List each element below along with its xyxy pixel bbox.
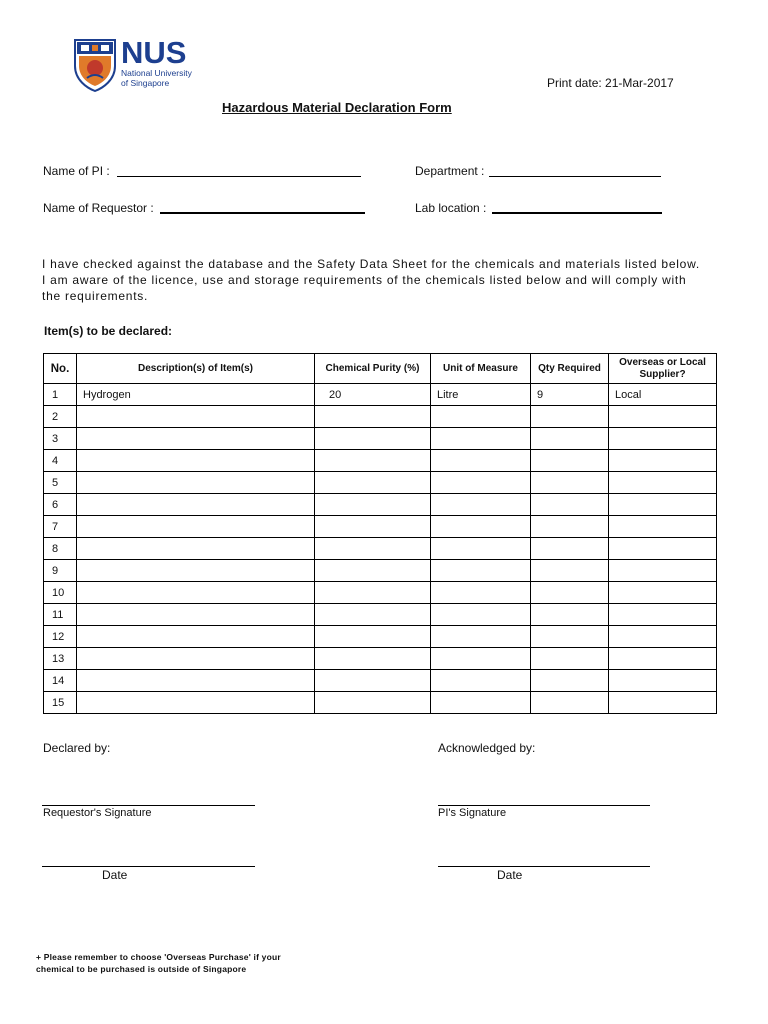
table-row <box>44 538 717 560</box>
cell-description[interactable] <box>77 692 315 714</box>
cell-qty-required[interactable] <box>531 648 609 670</box>
table-row <box>44 670 717 692</box>
cell-unit-of-measure[interactable] <box>431 582 531 604</box>
cell-description[interactable] <box>77 428 315 450</box>
cell-no: 6 <box>44 494 77 516</box>
cell-description[interactable] <box>77 560 315 582</box>
cell-description[interactable]: Hydrogen <box>77 384 315 406</box>
pi-signature-label: PI's Signature <box>438 807 507 819</box>
cell-unit-of-measure[interactable] <box>431 626 531 648</box>
cell-chemical-purity[interactable] <box>315 692 431 714</box>
cell-unit-of-measure[interactable] <box>431 428 531 450</box>
cell-no: 15 <box>44 692 77 714</box>
name-of-requestor-field[interactable] <box>160 212 365 214</box>
pi-signature-line[interactable] <box>438 805 650 806</box>
cell-chemical-purity[interactable] <box>315 406 431 428</box>
header-qty-required: Qty Required <box>531 354 609 384</box>
cell-no: 4 <box>44 450 77 472</box>
cell-qty-required[interactable] <box>531 604 609 626</box>
table-row <box>44 626 717 648</box>
cell-no: 10 <box>44 582 77 604</box>
cell-no: 8 <box>44 538 77 560</box>
requestor-signature-line[interactable] <box>42 805 255 806</box>
footnote-line2: chemical to be purchased is outside of Singapore <box>36 963 247 974</box>
cell-supplier[interactable] <box>609 648 717 670</box>
cell-unit-of-measure[interactable] <box>431 494 531 516</box>
cell-supplier[interactable] <box>609 494 717 516</box>
cell-unit-of-measure[interactable] <box>431 516 531 538</box>
nus-crest-icon <box>73 38 117 92</box>
cell-chemical-purity[interactable] <box>315 472 431 494</box>
lab-location-label: Lab location : <box>415 201 487 215</box>
cell-supplier[interactable] <box>609 516 717 538</box>
cell-unit-of-measure[interactable] <box>431 472 531 494</box>
cell-unit-of-measure[interactable] <box>431 692 531 714</box>
name-of-pi-field[interactable] <box>117 176 361 177</box>
cell-chemical-purity[interactable]: 20 <box>315 384 431 406</box>
table-header-row <box>44 354 717 384</box>
form-title: Hazardous Material Declaration Form <box>222 100 452 115</box>
header-chemical-purity: Chemical Purity (%) <box>315 354 431 384</box>
cell-chemical-purity[interactable] <box>315 648 431 670</box>
table-row <box>44 692 717 714</box>
requestor-signature-label: Requestor's Signature <box>43 807 152 819</box>
items-table <box>43 353 717 714</box>
cell-chemical-purity[interactable] <box>315 428 431 450</box>
cell-supplier[interactable] <box>609 450 717 472</box>
cell-supplier[interactable] <box>609 626 717 648</box>
logo-wordmark: NUS <box>121 35 187 70</box>
cell-unit-of-measure[interactable] <box>431 670 531 692</box>
table-row <box>44 494 717 516</box>
requestor-date-line[interactable] <box>42 866 255 867</box>
cell-description[interactable] <box>77 648 315 670</box>
table-row <box>44 428 717 450</box>
cell-chemical-purity[interactable] <box>315 582 431 604</box>
cell-description[interactable] <box>77 604 315 626</box>
cell-supplier[interactable] <box>609 604 717 626</box>
footnote <box>36 952 281 975</box>
cell-unit-of-measure[interactable] <box>431 450 531 472</box>
department-label: Department : <box>415 164 485 178</box>
cell-description[interactable] <box>77 626 315 648</box>
cell-description[interactable] <box>77 450 315 472</box>
table-row <box>44 560 717 582</box>
cell-chemical-purity[interactable] <box>315 626 431 648</box>
declaration-paragraph: I have checked against the database and the Safety Data Sheet for the chemicals and materials listed below. I am aware of the licence, use and storage requirements of the chemicals listed below and will comply with the requirements. <box>42 257 700 303</box>
cell-qty-required[interactable] <box>531 406 609 428</box>
cell-no: 13 <box>44 648 77 670</box>
logo-subtitle <box>121 69 192 88</box>
table-row <box>44 384 717 406</box>
declared-by-label: Declared by: <box>43 741 111 755</box>
cell-unit-of-measure[interactable] <box>431 560 531 582</box>
cell-description[interactable] <box>77 582 315 604</box>
cell-description[interactable] <box>77 406 315 428</box>
cell-no: 5 <box>44 472 77 494</box>
cell-qty-required[interactable] <box>531 494 609 516</box>
cell-unit-of-measure[interactable] <box>431 406 531 428</box>
cell-description[interactable] <box>77 494 315 516</box>
cell-supplier[interactable] <box>609 472 717 494</box>
cell-supplier[interactable] <box>609 670 717 692</box>
cell-qty-required[interactable] <box>531 472 609 494</box>
table-row <box>44 582 717 604</box>
cell-supplier[interactable] <box>609 428 717 450</box>
cell-no: 14 <box>44 670 77 692</box>
header-description: Description(s) of Item(s) <box>77 354 315 384</box>
logo-subtitle-line1: National University <box>121 68 192 78</box>
cell-supplier[interactable] <box>609 692 717 714</box>
cell-chemical-purity[interactable] <box>315 494 431 516</box>
header-unit-of-measure: Unit of Measure <box>431 354 531 384</box>
cell-no: 12 <box>44 626 77 648</box>
print-date: Print date: 21-Mar-2017 <box>547 76 674 90</box>
cell-chemical-purity[interactable] <box>315 450 431 472</box>
acknowledged-by-label: Acknowledged by: <box>438 741 536 755</box>
table-row <box>44 472 717 494</box>
pi-date-label: Date <box>497 868 523 882</box>
cell-qty-required[interactable] <box>531 428 609 450</box>
requestor-date-label: Date <box>102 868 128 882</box>
cell-qty-required[interactable] <box>531 582 609 604</box>
cell-no: 9 <box>44 560 77 582</box>
cell-qty-required[interactable] <box>531 692 609 714</box>
table-row <box>44 450 717 472</box>
cell-chemical-purity[interactable] <box>315 560 431 582</box>
cell-no: 1 <box>44 384 77 406</box>
pi-date-line[interactable] <box>438 866 650 867</box>
cell-qty-required[interactable] <box>531 516 609 538</box>
cell-chemical-purity[interactable] <box>315 604 431 626</box>
cell-unit-of-measure[interactable] <box>431 538 531 560</box>
cell-unit-of-measure[interactable]: Litre <box>431 384 531 406</box>
name-of-requestor-label: Name of Requestor : <box>43 201 154 215</box>
table-row <box>44 648 717 670</box>
cell-no: 7 <box>44 516 77 538</box>
cell-chemical-purity[interactable] <box>315 538 431 560</box>
cell-no: 11 <box>44 604 77 626</box>
header-supplier: Overseas or Local Supplier? <box>609 354 717 384</box>
cell-description[interactable] <box>77 670 315 692</box>
cell-qty-required[interactable]: 9 <box>531 384 609 406</box>
footnote-line1: + Please remember to choose 'Overseas Purchase' if your <box>36 952 281 962</box>
cell-chemical-purity[interactable] <box>315 670 431 692</box>
cell-supplier[interactable]: Local <box>609 384 717 406</box>
cell-description[interactable] <box>77 516 315 538</box>
items-heading: Item(s) to be declared: <box>44 324 173 338</box>
cell-qty-required[interactable] <box>531 450 609 472</box>
cell-unit-of-measure[interactable] <box>431 604 531 626</box>
table-row <box>44 604 717 626</box>
cell-supplier[interactable] <box>609 582 717 604</box>
table-row <box>44 516 717 538</box>
cell-no: 2 <box>44 406 77 428</box>
cell-qty-required[interactable] <box>531 670 609 692</box>
cell-no: 3 <box>44 428 77 450</box>
cell-description[interactable] <box>77 472 315 494</box>
cell-supplier[interactable] <box>609 560 717 582</box>
department-field[interactable] <box>489 176 661 177</box>
cell-qty-required[interactable] <box>531 626 609 648</box>
nus-logo <box>73 35 203 96</box>
lab-location-field[interactable] <box>492 212 662 214</box>
cell-qty-required[interactable] <box>531 538 609 560</box>
cell-chemical-purity[interactable] <box>315 516 431 538</box>
table-row <box>44 406 717 428</box>
cell-description[interactable] <box>77 538 315 560</box>
name-of-pi-label: Name of PI : <box>43 164 110 178</box>
cell-supplier[interactable] <box>609 538 717 560</box>
logo-subtitle-line2: of Singapore <box>121 77 170 88</box>
header-no: No. <box>44 354 77 384</box>
cell-unit-of-measure[interactable] <box>431 648 531 670</box>
cell-qty-required[interactable] <box>531 560 609 582</box>
cell-supplier[interactable] <box>609 406 717 428</box>
